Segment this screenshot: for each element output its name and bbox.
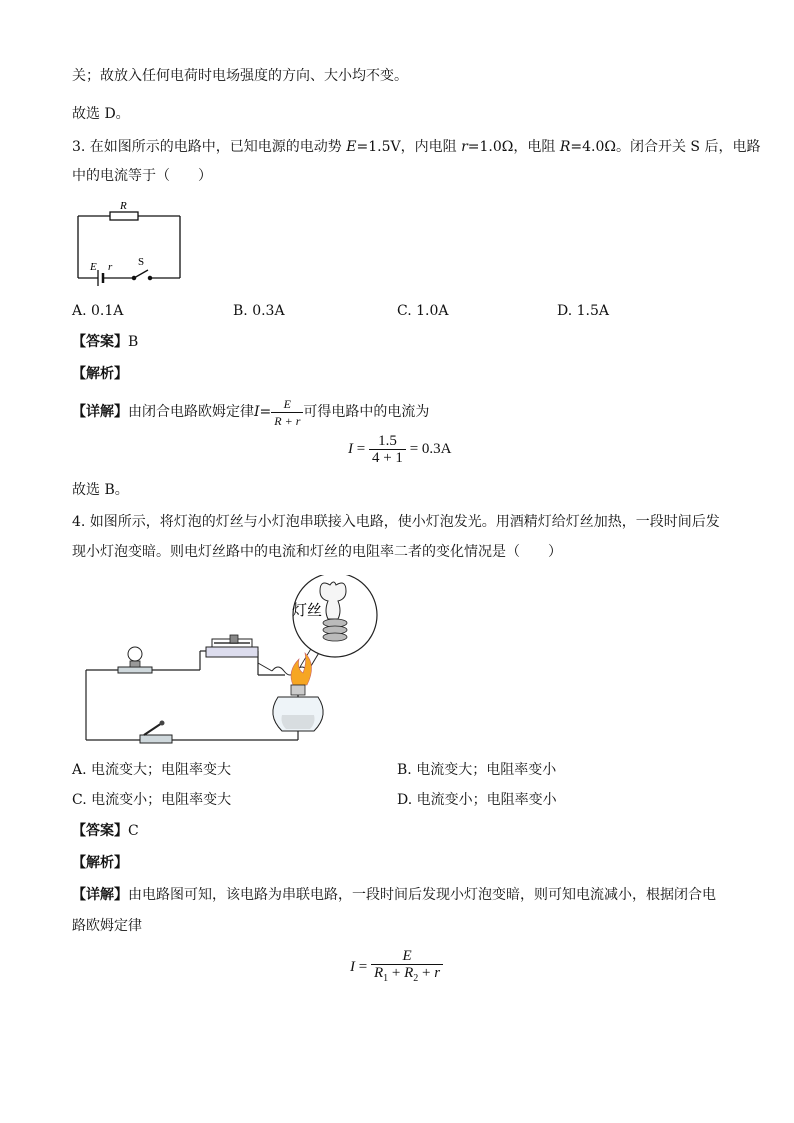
- answer-line-q4: 【答案】C: [72, 823, 139, 839]
- detail-line-q4-1: 【详解】由电路图可知，该电路为串联电路，一段时间后发现小灯泡变暗，则可知电流减小，根据闭合电: [72, 887, 716, 903]
- alcohol-lamp-icon: [273, 653, 323, 731]
- rheostat-icon: [206, 635, 258, 657]
- option-c: C. 1.0A: [397, 303, 449, 319]
- detail-line-q3: 【详解】由闭合电路欧姆定律I= $\frac{E}{R + r}$ 可得电路中的电流为: [72, 396, 430, 428]
- option-c: C. 电流变小；电阻率变大: [72, 792, 232, 808]
- option-b: B. 电流变大；电阻率变小: [397, 762, 557, 778]
- calc-equation-q3: I = $\frac{1.5}{4 + 1}$ = 0.3A: [348, 433, 452, 466]
- bulb-icon: [118, 647, 152, 673]
- switch-label: S: [138, 256, 145, 268]
- resistor-label: R: [120, 200, 127, 212]
- option-d: D. 1.5A: [557, 303, 610, 319]
- circuit-diagram-q4: [80, 575, 390, 750]
- answer-line-q3: 【答案】B: [72, 334, 139, 350]
- choice-line: 故选 D。: [72, 106, 130, 122]
- option-a: A. 0.1A: [72, 303, 124, 319]
- circuit-diagram-q3: [70, 198, 190, 286]
- analysis-tag-q4: 【解析】: [72, 855, 128, 871]
- question-4-line-2: 现小灯泡变暗。则电灯丝路中的电流和灯丝的电阻率二者的变化情况是（ ）: [72, 544, 562, 560]
- internal-resistance-label: r: [108, 261, 113, 273]
- option-d: D. 电流变小；电阻率变小: [397, 792, 557, 808]
- switch-icon: [140, 721, 172, 744]
- text-line: 关；故放入任何电荷时电场强度的方向、大小均不变。: [72, 68, 408, 84]
- option-b: B. 0.3A: [233, 303, 285, 319]
- question-3-line-1: 3. 在如图所示的电路中，已知电源的电动势 E=1.5V，内电阻 r=1.0Ω，电阻 R=4.0Ω。闭合开关 S 后，电路: [72, 139, 761, 155]
- ohm-law-equation-q4: I = $\frac{E}{R_1 + R_2 + r}$: [350, 948, 443, 987]
- emf-label: E: [90, 261, 97, 273]
- question-3-line-2: 中的电流等于（ ）: [72, 168, 212, 184]
- option-a: A. 电流变大；电阻率变大: [72, 762, 232, 778]
- choice-line-q3: 故选 B。: [72, 482, 129, 498]
- question-4-line-1: 4. 如图所示，将灯泡的灯丝与小灯泡串联接入电路，使小灯泡发光。用酒精灯给灯丝加热，一段时间后发: [72, 514, 720, 530]
- analysis-tag-q3: 【解析】: [72, 366, 128, 382]
- filament-label: 灯丝: [292, 603, 323, 619]
- detail-line-q4-2: 路欧姆定律: [72, 918, 142, 934]
